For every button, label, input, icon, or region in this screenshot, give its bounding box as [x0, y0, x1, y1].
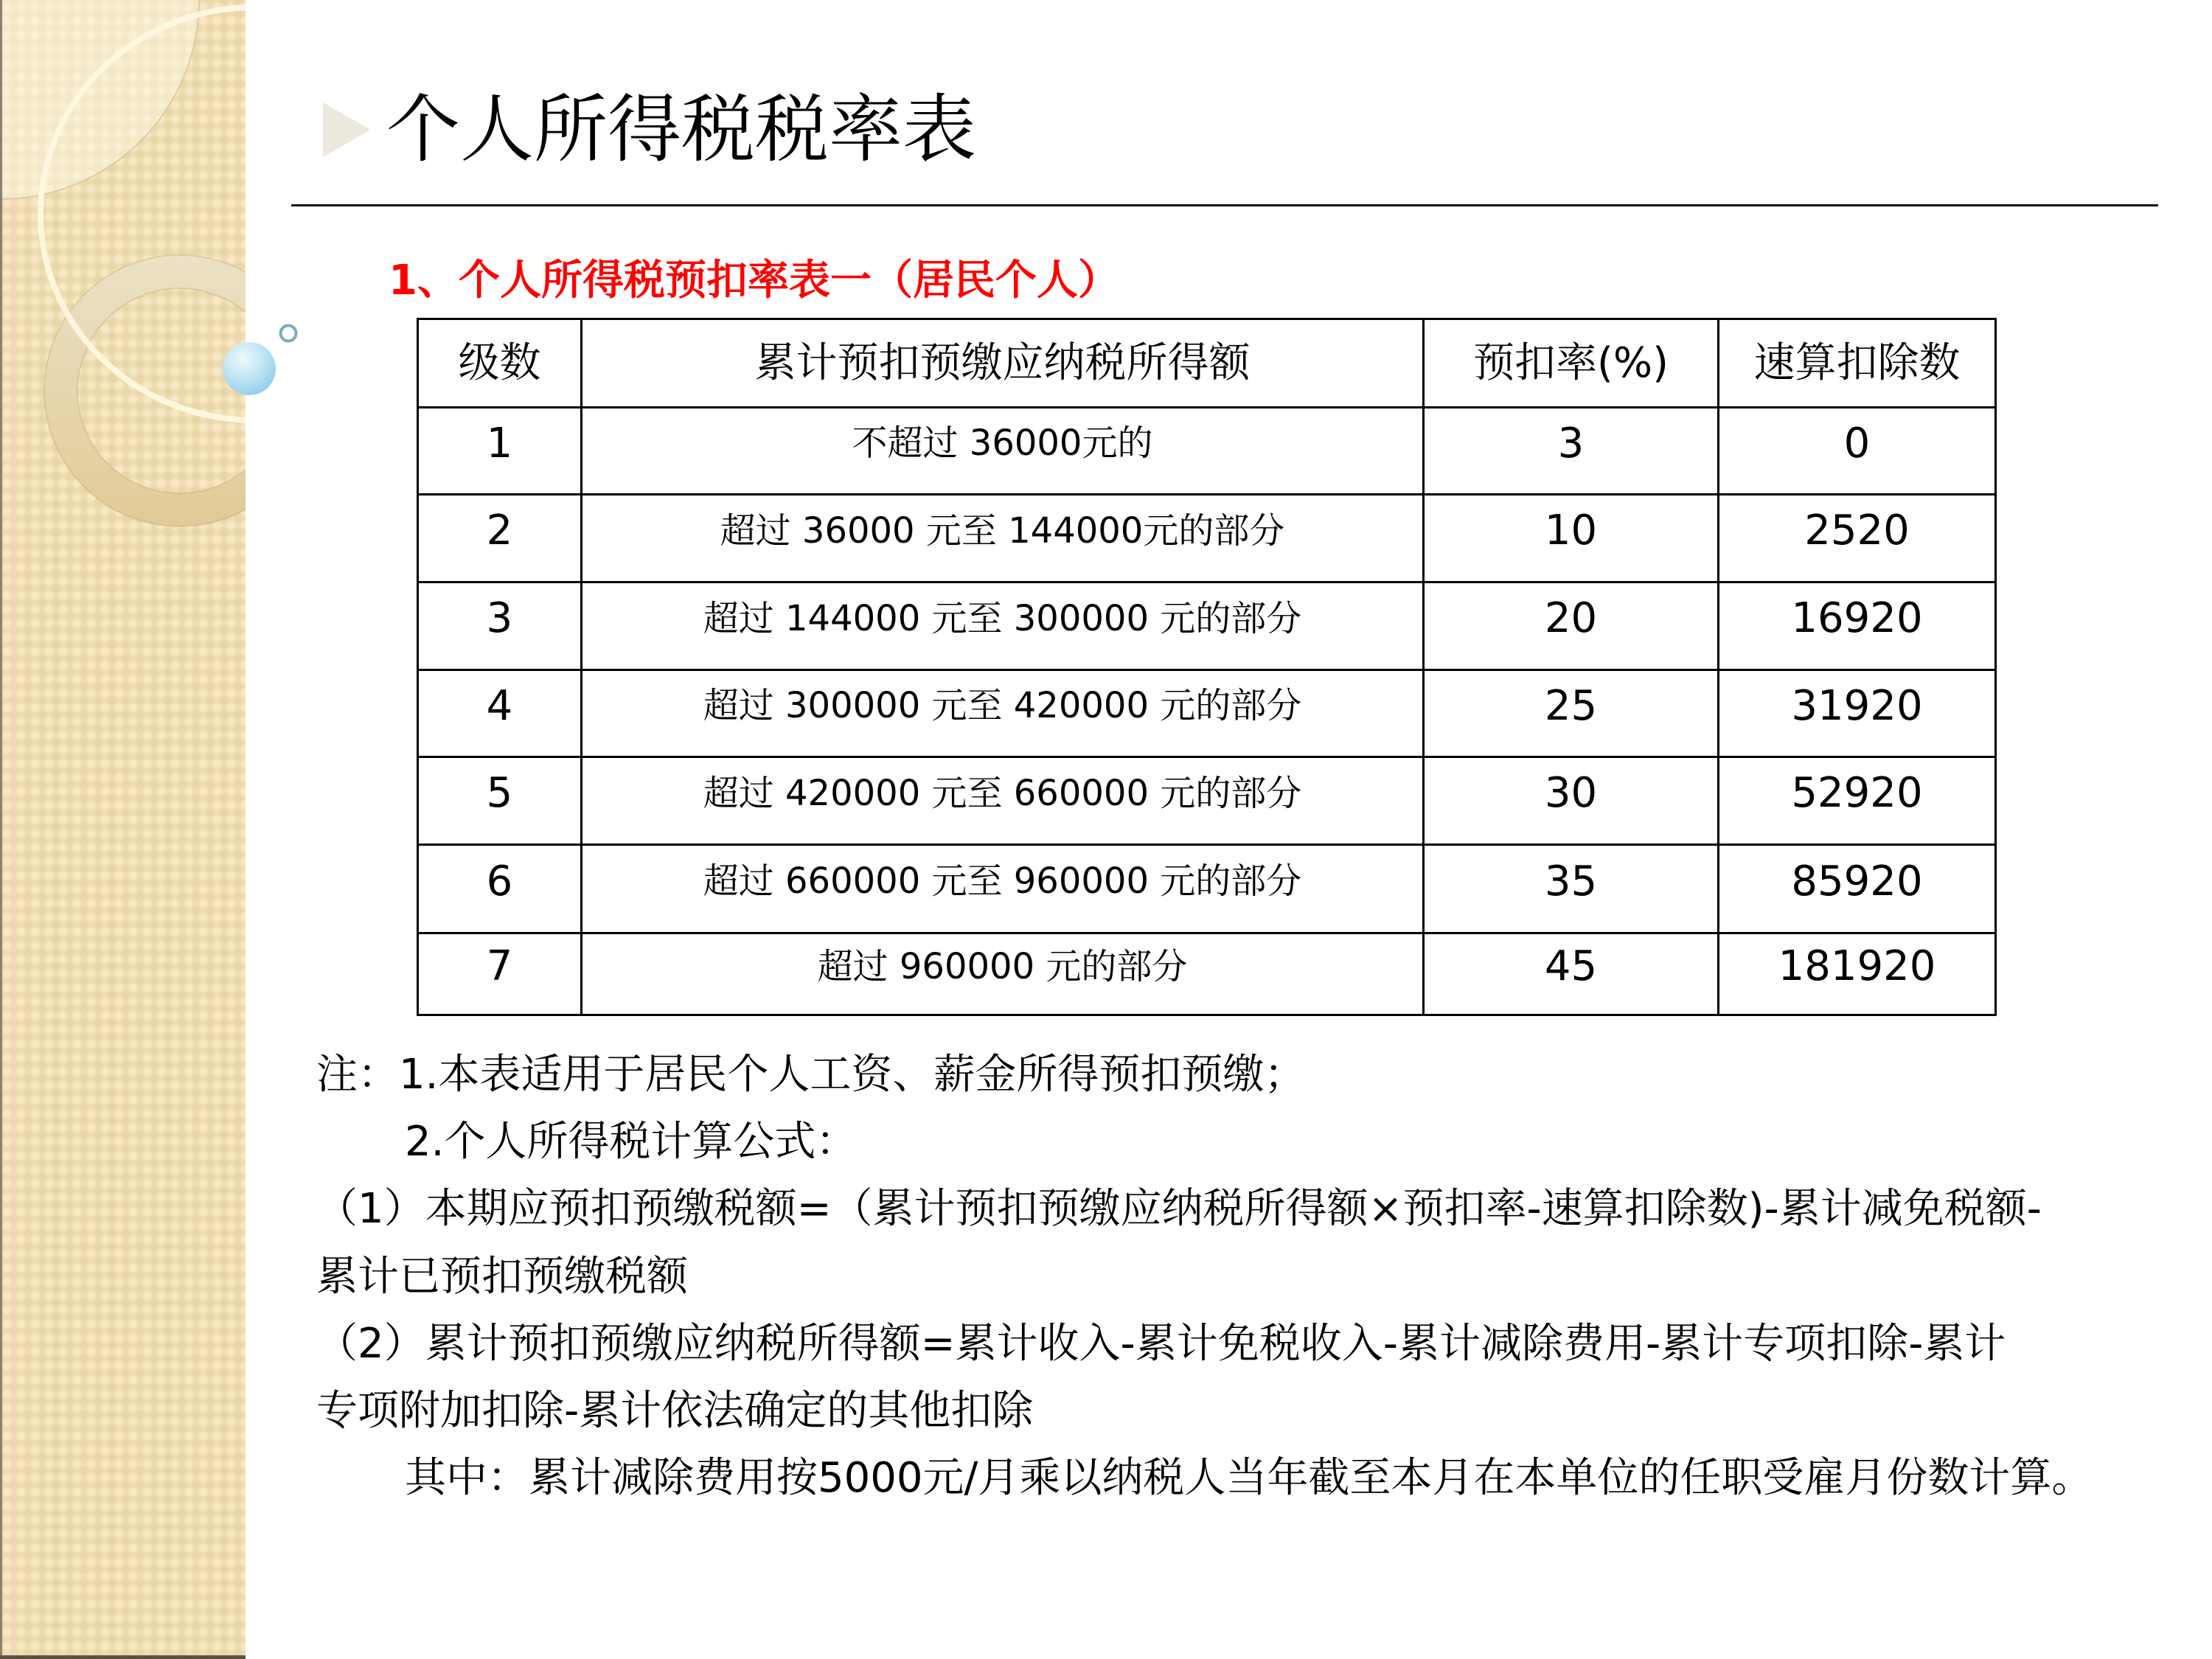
formula-line: 专项附加扣除-累计依法确定的其他扣除 [316, 1386, 1034, 1435]
header-level: 级数 [418, 319, 582, 408]
decorative-sidebar [0, 0, 246, 1659]
cell-deduction: 16920 [1719, 582, 1996, 670]
blue-sphere-icon [223, 342, 276, 395]
page-title: 个人所得税税率表 [386, 86, 976, 173]
cell-level: 7 [418, 933, 582, 1015]
decor-bubbles [214, 317, 310, 406]
section-heading: 1、个人所得税预扣率表一（居民个人） [389, 257, 1119, 305]
table-row [418, 495, 1996, 582]
sidebar-bottom-edge [0, 1655, 246, 1659]
cell-range: 超过 420000 元至 660000 元的部分 [582, 757, 1424, 845]
cell-level: 1 [418, 408, 582, 495]
cell-rate: 10 [1424, 495, 1719, 582]
cell-rate: 35 [1424, 845, 1719, 933]
cell-range: 不超过 36000元的 [582, 408, 1424, 495]
cell-rate: 30 [1424, 757, 1719, 845]
cell-level: 2 [418, 495, 582, 582]
cell-deduction: 2520 [1719, 495, 1996, 582]
table-row [418, 670, 1996, 757]
note-line: 2.个人所得税计算公式： [405, 1118, 858, 1166]
light-quarter-circle [0, 0, 199, 199]
cell-range: 超过 144000 元至 300000 元的部分 [582, 582, 1424, 670]
formula-line: （2）累计预扣预缴应纳税所得额=累计收入-累计免税收入-累计减除费用-累计专项扣除-累计 [316, 1319, 2006, 1368]
cell-rate: 20 [1424, 582, 1719, 670]
cell-level: 3 [418, 582, 582, 670]
title-divider [291, 204, 2158, 206]
cell-level: 4 [418, 670, 582, 757]
table-row [418, 757, 1996, 845]
header-deduction: 速算扣除数 [1719, 319, 1996, 408]
formula-line: 累计已预扣预缴税额 [316, 1252, 688, 1301]
cell-level: 5 [418, 757, 582, 845]
table-row [418, 408, 1996, 495]
cell-deduction: 52920 [1719, 757, 1996, 845]
sidebar-left-edge [0, 0, 2, 1659]
sidebar-stripe [10, 199, 16, 1655]
cell-range: 超过 960000 元的部分 [582, 933, 1424, 1015]
cell-rate: 45 [1424, 933, 1719, 1015]
triangle-right-icon [323, 102, 371, 157]
cell-range: 超过 36000 元至 144000元的部分 [582, 495, 1424, 582]
header-rate: 预扣率(%) [1424, 319, 1719, 408]
table-header-row [418, 319, 1996, 408]
header-range: 累计预扣预缴应纳税所得额 [582, 319, 1424, 408]
cell-range: 超过 300000 元至 420000 元的部分 [582, 670, 1424, 757]
table-row [418, 582, 1996, 670]
note-line: 注：1.本表适用于居民个人工资、薪金所得预扣预缴； [316, 1051, 1306, 1099]
cell-rate: 25 [1424, 670, 1719, 757]
notes-block [316, 1041, 2093, 1512]
formula-line: （1）本期应预扣预缴税额=（累计预扣预缴应纳税所得额×预扣率-速算扣除数)-累计减免税额- [316, 1185, 2042, 1234]
cell-level: 6 [418, 845, 582, 933]
table-row [418, 845, 1996, 933]
table-row [418, 933, 1996, 1015]
cell-deduction: 181920 [1719, 933, 1996, 1015]
note-line: 其中：累计减除费用按5000元/月乘以纳税人当年截至本月在本单位的任职受雇月份数计算。 [405, 1454, 2093, 1503]
cell-rate: 3 [1424, 408, 1719, 495]
small-ring-icon [281, 326, 296, 341]
tax-rate-table [417, 318, 1997, 1016]
cell-deduction: 31920 [1719, 670, 1996, 757]
cell-range: 超过 660000 元至 960000 元的部分 [582, 845, 1424, 933]
cell-deduction: 85920 [1719, 845, 1996, 933]
cell-deduction: 0 [1719, 408, 1996, 495]
sidebar-ornament [0, 0, 246, 1659]
